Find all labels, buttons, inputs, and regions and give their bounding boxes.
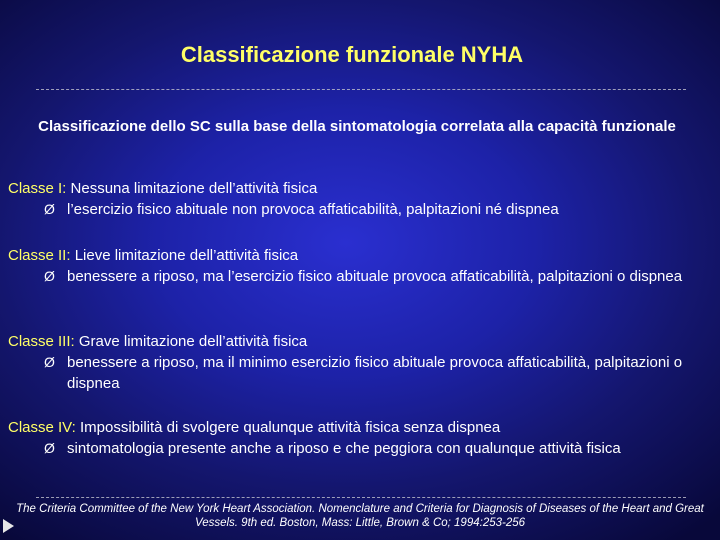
citation-footer: The Criteria Committee of the New York Heart Association. Nomenclature and Criteria for Diagnosis of Diseases of the Heart and Great Vessels. 9th ed. Boston, Mass: Little, Brown & Co; 1994:253-256 (16, 503, 704, 529)
slide-subtitle: Classificazione dello SC sulla base della sintomatologia correlata alla capacità funzionale (38, 118, 676, 135)
title-divider (36, 89, 686, 90)
footer-divider (36, 497, 686, 498)
class-description: Nessuna limitazione dell’attività fisica (66, 180, 318, 197)
class-bullet-text: benessere a riposo, ma l’esercizio fisico abituale provoca affaticabilità, palpitazioni o dispnea (67, 268, 683, 285)
nyha-class-3 (8, 331, 708, 394)
arrow-bullet-icon: Ø (44, 268, 55, 284)
nyha-class-2 (8, 245, 708, 287)
nyha-class-1 (8, 178, 708, 220)
class-heading (8, 245, 708, 266)
arrow-bullet-icon: Ø (44, 440, 55, 456)
class-description: Impossibilità di svolgere qualunque attività fisica senza dispnea (75, 419, 501, 436)
class-name: Classe III: (8, 333, 75, 350)
class-name: Classe I: (8, 180, 67, 197)
class-bullet-text: benessere a riposo, ma il minimo esercizio fisico abituale provoca affaticabilità, palpitazioni o dispnea (67, 354, 683, 392)
class-bullet (8, 352, 708, 394)
nyha-class-4 (8, 417, 708, 459)
class-bullet (8, 438, 708, 459)
class-name: Classe IV: (8, 419, 76, 436)
play-icon[interactable] (3, 519, 14, 533)
class-bullet (8, 266, 708, 287)
class-bullet (8, 199, 708, 220)
class-description: Grave limitazione dell’attività fisica (74, 333, 308, 350)
class-heading (8, 178, 708, 199)
class-name: Classe II: (8, 247, 71, 264)
slide-title: Classificazione funzionale NYHA (180, 42, 524, 67)
class-heading (8, 417, 708, 438)
arrow-bullet-icon: Ø (44, 201, 55, 217)
class-heading (8, 331, 708, 352)
arrow-bullet-icon: Ø (44, 354, 55, 370)
class-bullet-text: l’esercizio fisico abituale non provoca affaticabilità, palpitazioni né dispnea (67, 201, 559, 218)
class-description: Lieve limitazione dell’attività fisica (70, 247, 299, 264)
class-bullet-text: sintomatologia presente anche a riposo e che peggiora con qualunque attività fisica (67, 440, 621, 457)
